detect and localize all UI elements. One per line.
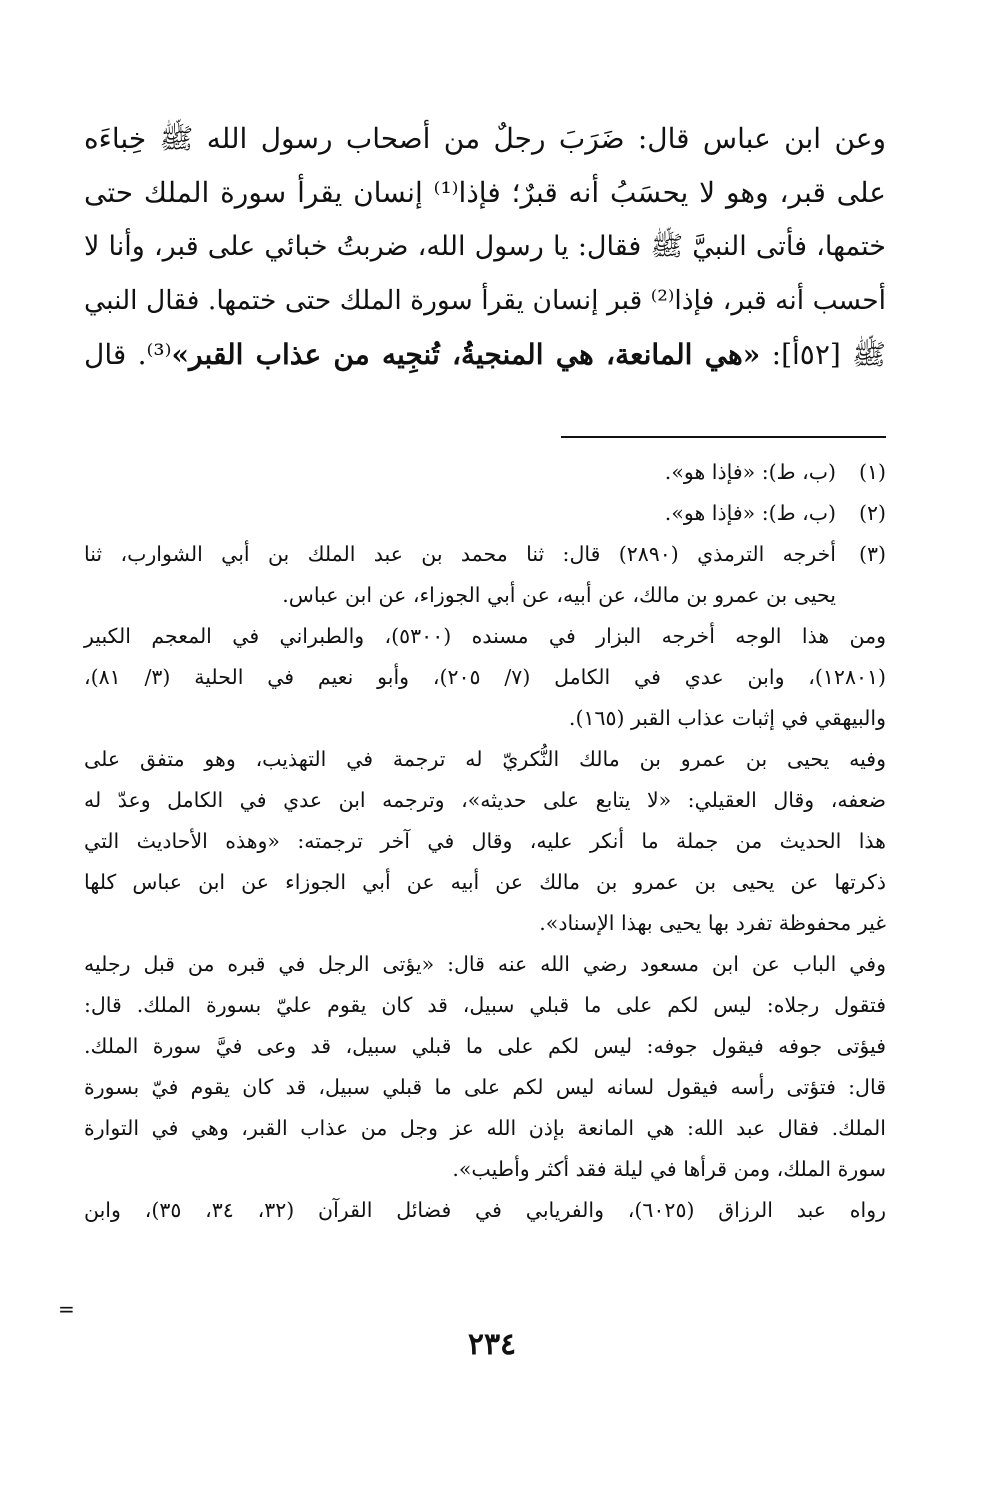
footnote-line: قال: فتؤتى رأسه فيقول لسانه ليس لكم على ما قبلي سبيل، قد كان يقوم فيّ بسورة [84,1075,886,1099]
footnote-line: ومن هذا الوجه أخرجه البزار في مسنده (٥٣٠٠)، والطبراني في المعجم الكبير [84,624,886,648]
main-text-line-end: ⁽³⁾. قال [84,338,172,371]
footnote-body [84,534,836,616]
footnote-3 [84,534,886,616]
main-text-line: ختمها، فأتى النبيَّ ﷺ فقال: يا رسول الله، ضربتُ خبائي على قبر، وأنا لا [84,231,886,262]
footnote-line: ضعفه، وقال العقيلي: «لا يتابع على حديثه»، وترجمه ابن عدي في الكامل وعدّ له [84,788,886,812]
hadith-quote: «هي المانعة، هي المنجيةُ، تُنجِيه من عذاب القبر» [171,338,761,371]
footnote-number: (٣) [858,542,886,566]
main-text-line: وعن ابن عباس قال: ضَرَبَ رجلٌ من أصحاب رسول الله ﷺ خِباءَه [84,122,886,155]
footnote-line: ذكرتها عن يحيى بن عمرو بن مالك عن أبيه عن أبي الجوزاء عن ابن عباس كلها [84,870,886,894]
footnote-line: سورة الملك، ومن قرأها في ليلة فقد أكثر وأطيب». [452,1157,886,1181]
footnote-line: فيؤتى جوفه فيقول جوفه: ليس لكم على ما قبلي سبيل، قد وعى فيَّ سورة الملك. [84,1034,886,1058]
page-number: ٢٣٤ [467,1327,517,1362]
footnote-separator [561,436,886,438]
footnote-line: غير محفوظة تفرد بها يحيى بهذا الإسناد». [539,911,886,935]
main-text-line-start: ﷺ [٥٢أ]: [760,338,887,371]
footnote-line: (١٢٨٠١)، وابن عدي في الكامل (٧/ ٢٠٥)، وأبو نعيم في الحلية (٣/ ٨١)، [84,665,886,689]
footnote-body [84,493,836,534]
footnote-number: (٢) [858,501,886,525]
footnote-line: أخرجه الترمذي (٢٨٩٠) قال: ثنا محمد بن عبد الملك بن أبي الشوارب، ثنا [84,542,836,566]
main-text-block [84,112,886,382]
footnote-1 [84,452,886,493]
main-text-line: على قبر، وهو لا يحسَبُ أنه قبرٌ؛ فإذا⁽¹⁾ إنسان يقرأ سورة الملك حتى [84,176,886,209]
footnote-paragraph [84,739,886,944]
main-text-line: أحسب أنه قبر، فإذا⁽²⁾ قبر إنسان يقرأ سورة الملك حتى ختمها. فقال النبي [84,285,886,316]
footnote-line: (ب، ط): «فإذا هو». [664,501,836,525]
footnote-line: وفيه يحيى بن عمرو بن مالك النُّكريّ له ترجمة في التهذيب، وهو متفق على [84,747,886,771]
footnote-number: (١) [858,460,886,484]
footnote-continuation-mark: = [58,1297,75,1321]
footnote-line: فتقول رجلاه: ليس لكم على ما قبلي سبيل، قد كان يقوم عليّ بسورة الملك. قال: [84,993,886,1017]
footnote-line: رواه عبد الرزاق (٦٠٢٥)، والفريابي في فضائل القرآن (٣٢، ٣٤، ٣٥)، وابن [84,1198,886,1222]
footnote-line: وفي الباب عن ابن مسعود رضي الله عنه قال: «يؤتى الرجل في قبره من قبل رجليه [84,952,886,976]
footnotes-block [84,452,886,1231]
footnote-line: هذا الحديث من جملة ما أنكر عليه، وقال في آخر ترجمته: «وهذه الأحاديث التي [84,829,886,853]
footnote-line: (ب، ط): «فإذا هو». [664,460,836,484]
footnote-paragraph [84,616,886,739]
footnote-2 [84,493,886,534]
footnote-paragraph [84,1190,886,1231]
footnote-body [84,452,836,493]
footnote-line: الملك. فقال عبد الله: هي المانعة بإذن الله عز وجل من عذاب القبر، وهي في التوارة [84,1116,886,1140]
footnote-paragraph [84,944,886,1190]
footnote-line: يحيى بن عمرو بن مالك، عن أبيه، عن أبي الجوزاء، عن ابن عباس. [282,583,836,607]
main-text-line-last [84,328,886,382]
footnote-line: والبيهقي في إثبات عذاب القبر (١٦٥). [568,706,886,730]
